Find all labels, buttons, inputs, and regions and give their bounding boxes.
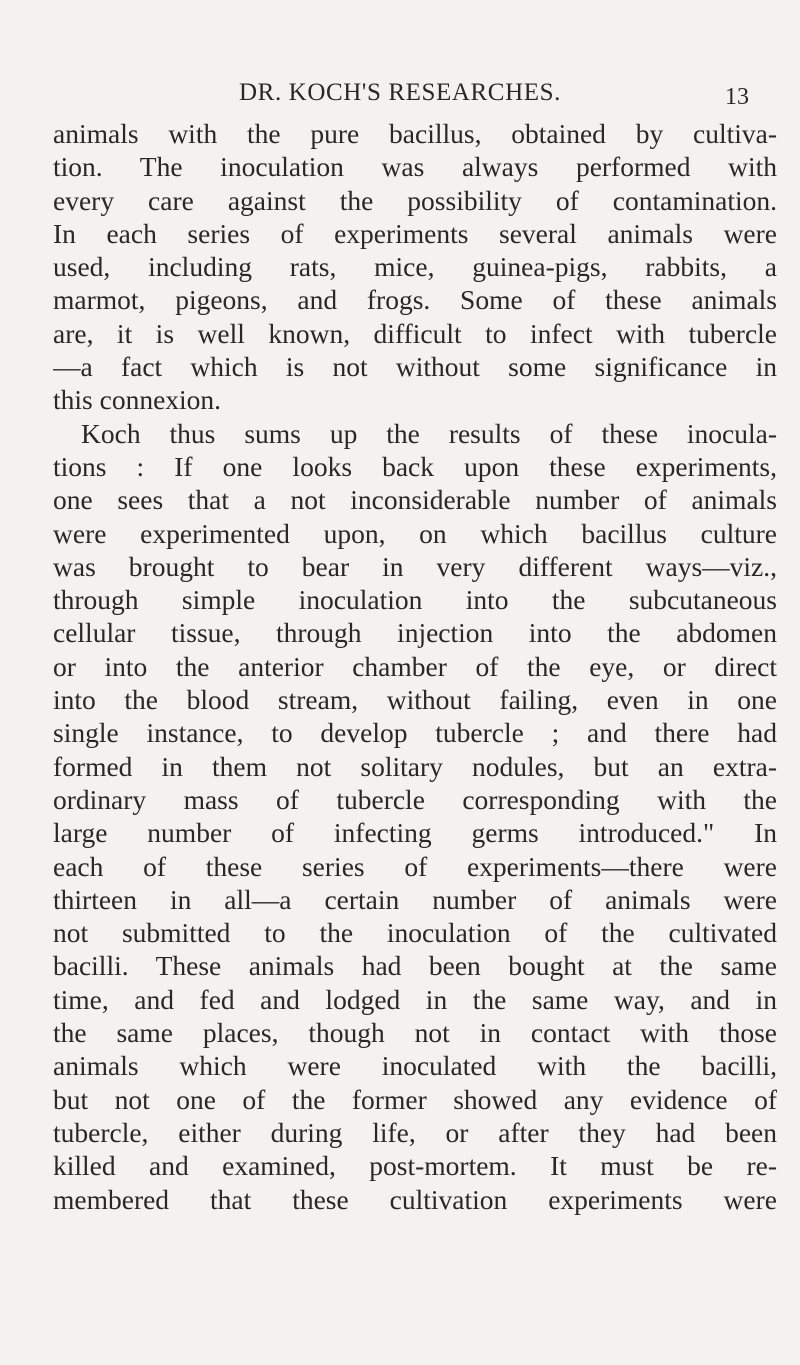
text-line: through simple inoculation into the subcutaneous [53, 584, 777, 616]
text-line: tion. The inoculation was always performed with [53, 151, 777, 183]
text-line: thirteen in all—a certain number of animals were [53, 883, 777, 915]
page-number: 13 [725, 84, 749, 110]
text-line: marmot, pigeons, and frogs. Some of these animals [53, 284, 777, 316]
running-head [0, 78, 800, 108]
text-line: each of these series of experiments—there were [53, 850, 777, 882]
body-text [53, 117, 777, 1216]
text-line: animals with the pure bacillus, obtained by cultiva- [53, 118, 777, 149]
text-line: but not one of the former showed any evidence of [53, 1083, 777, 1115]
text-line: In each series of experiments several animals were [53, 217, 777, 249]
text-line: into the blood stream, without failing, even in one [53, 684, 777, 716]
text-line: one sees that a not inconsiderable number of animals [53, 484, 777, 516]
text-line: tubercle, either during life, or after they had been [53, 1116, 777, 1148]
running-title: DR. KOCH'S RESEARCHES. [239, 79, 561, 106]
text-line: were experimented upon, on which bacillus culture [53, 517, 777, 549]
text-line: was brought to bear in very different ways—viz., [53, 550, 777, 582]
text-line: are, it is well known, difficult to infect with tubercle [53, 317, 777, 349]
text-line: time, and fed and lodged in the same way, and in [53, 983, 777, 1015]
text-line: cellular tissue, through injection into the abdomen [53, 617, 777, 649]
text-line: formed in them not solitary nodules, but an extra- [53, 750, 777, 782]
text-line: membered that these cultivation experiments were [53, 1183, 777, 1215]
text-line: used, including rats, mice, guinea-pigs, rabbits, a [53, 251, 777, 283]
text-line: every care against the possibility of contamination. [53, 184, 777, 216]
text-line: —a fact which is not without some significance in [53, 351, 777, 383]
text-line: not submitted to the inoculation of the cultivated [53, 917, 777, 949]
text-line: the same places, though not in contact with those [53, 1017, 777, 1049]
text-line: single instance, to develop tubercle ; and there had [53, 717, 777, 749]
text-line: animals which were inoculated with the bacilli, [53, 1050, 777, 1082]
text-line: ordinary mass of tubercle corresponding with the [53, 783, 777, 815]
text-line: bacilli. These animals had been bought at the same [53, 950, 777, 982]
text-line: large number of infecting germs introduced." In [53, 817, 777, 849]
text-line: killed and examined, post-mortem. It must be re- [53, 1150, 777, 1182]
text-line: this connexion. [53, 384, 222, 416]
text-line: Koch thus sums up the results of these inocula- [81, 417, 777, 449]
text-line: or into the anterior chamber of the eye, or direct [53, 650, 777, 682]
text-line: tions : If one looks back upon these experiments, [53, 450, 777, 482]
